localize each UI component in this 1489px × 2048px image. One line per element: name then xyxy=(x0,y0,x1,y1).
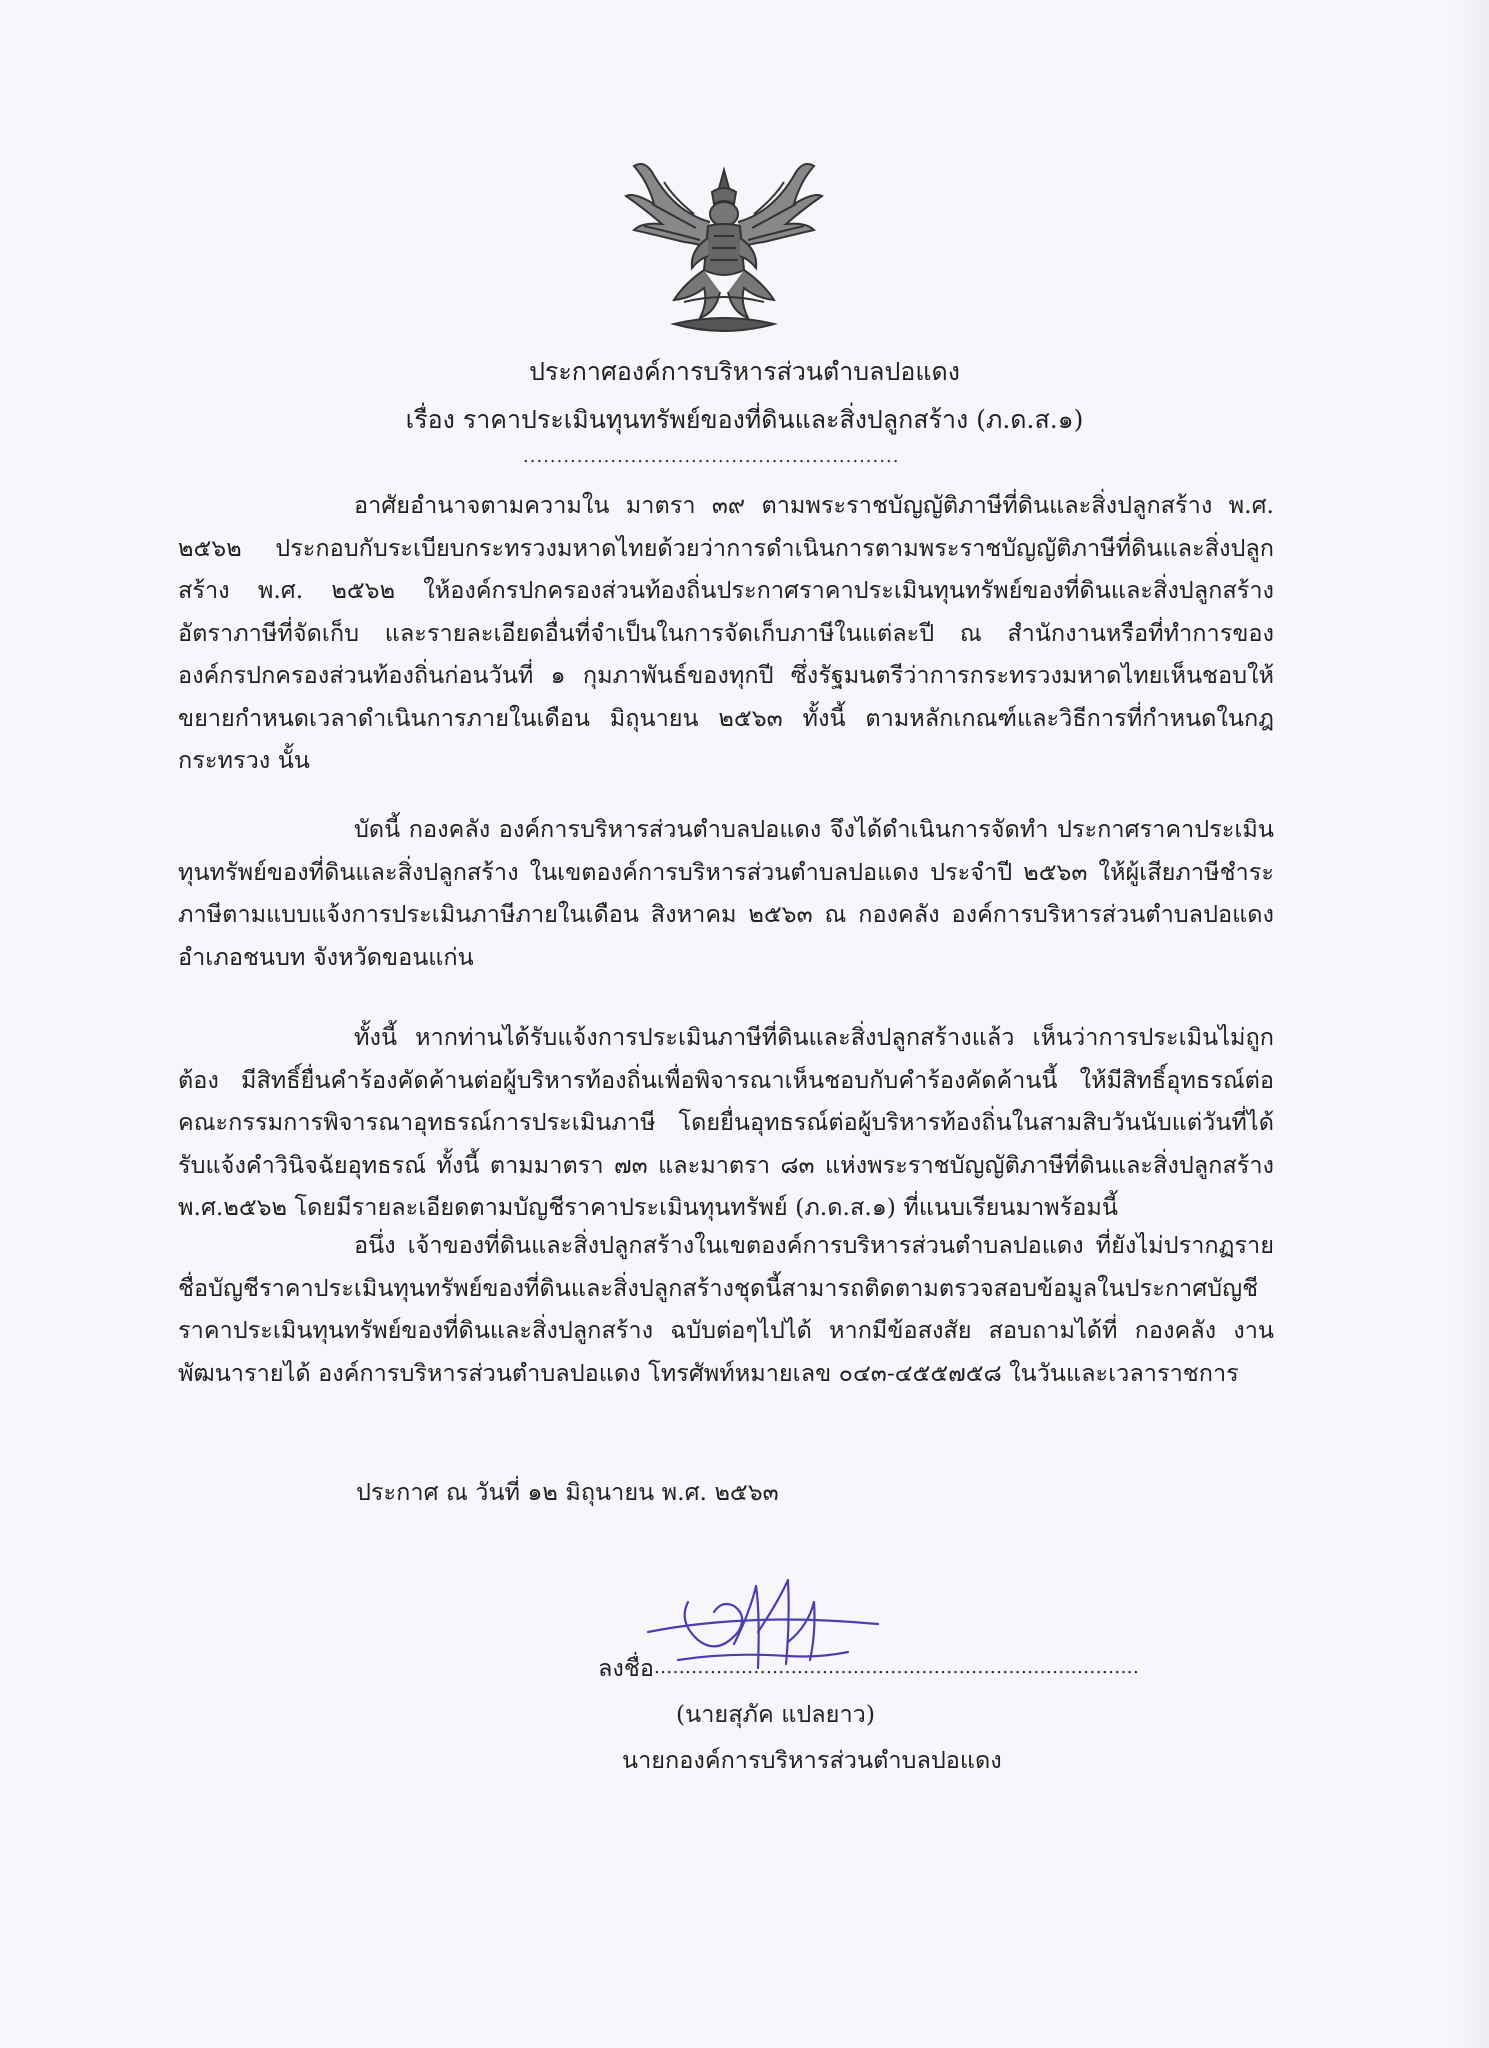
paragraph-division-action xyxy=(178,808,1274,978)
paragraph-appeal xyxy=(178,1016,1274,1229)
paragraph-text: อนึ่ง เจ้าของที่ดินและสิ่งปลูกสร้างในเขตองค์การบริหารส่วนตำบลปอแดง ที่ยังไม่ปรากฏรายชื่อบัญชีราคาประเมินทุนทรัพย์ของที่ดินและสิ่งปลูกสร้างชุดนี้สามารถติดตามตรวจสอบข้อมูลในประกาศบัญชีราคาประเมินทุนทรัพย์ของที่ดินและสิ่งปลูกสร้าง ฉบับต่อๆไปได้ หากมีข้อสงสัย สอบถามได้ที่ กองคลัง งานพัฒนารายได้ องค์การบริหารส่วนตำบลปอแดง โทรศัพท์หมายเลข ๐๔๓-๔๕๕๗๕๘ ในวันและเวลาราชการ xyxy=(178,1231,1274,1387)
paragraph-text: ทั้งนี้ หากท่านได้รับแจ้งการประเมินภาษีที่ดินและสิ่งปลูกสร้างแล้ว เห็นว่าการประเมินไม่ถูกต้อง มีสิทธิ์ยื่นคำร้องคัดค้านต่อผู้บริหารท้องถิ่นเพื่อพิจารณาเห็นชอบกับคำร้องคัดค้านนี้ ให้มีสิทธิ์อุทธรณ์ต่อคณะกรรมการพิจารณาอุทธรณ์การประเมินภาษี โดยยื่นอุทธรณ์ต่อผู้บริหารท้องถิ่นในสามสิบวันนับแต่วันที่ได้รับแจ้งคำวินิจฉัยอุทธรณ์ ทั้งนี้ ตามมาตรา ๗๓ และมาตรา ๘๓ แห่งพระราชบัญญัติภาษีที่ดินและสิ่งปลูกสร้าง พ.ศ.๒๕๖๒ โดยมีรายละเอียดตามบัญชีราคาประเมินทุนทรัพย์ (ภ.ด.ส.๑) ที่แนบเรียนมาพร้อมนี้ xyxy=(178,1023,1274,1221)
announce-date: ประกาศ ณ วันที่ ๑๒ มิถุนายน พ.ศ. ๒๕๖๓ xyxy=(356,1478,779,1506)
paper-edge-shadow xyxy=(1451,0,1489,2048)
garuda-emblem-icon xyxy=(604,152,844,342)
heading-divider: ........................................................ xyxy=(523,446,900,467)
announcement-heading: ประกาศองค์การบริหารส่วนตำบลปอแดง xyxy=(529,357,960,386)
announcement-subject: เรื่อง ราคาประเมินทุนทรัพย์ของที่ดินและสิ่งปลูกสร้าง (ภ.ด.ส.๑) xyxy=(405,405,1084,434)
signer-name: (นายสุภัค แปลยาว) xyxy=(676,1700,876,1728)
paragraph-contact xyxy=(178,1224,1274,1394)
signature-dots: .............................................................................. xyxy=(653,1657,1140,1678)
handwritten-signature-icon xyxy=(638,1572,888,1682)
paragraph-text: อาศัยอำนาจตามความใน มาตรา ๓๙ ตามพระราชบัญญัติภาษีที่ดินและสิ่งปลูกสร้าง พ.ศ. ๒๕๖๒ ประกอบกับระเบียบกระทรวงมหาดไทยด้วยว่าการดำเนินการตามพระราชบัญญัติภาษีที่ดินและสิ่งปลูกสร้าง พ.ศ. ๒๕๖๒ ให้องค์กรปกครองส่วนท้องถิ่นประกาศราคาประเมินทุนทรัพย์ของที่ดินและสิ่งปลูกสร้าง อัตราภาษีที่จัดเก็บ และรายละเอียดอื่นที่จำเป็นในการจัดเก็บภาษีในแต่ละปี ณ สำนักงานหรือที่ทำการขององค์กรปกครองส่วนท้องถิ่นก่อนวันที่ ๑ กุมภาพันธ์ของทุกปี ซึ่งรัฐมนตรีว่าการกระทรวงมหาดไทยเห็นชอบให้ขยายกำหนดเวลาดำเนินการภายในเดือน มิถุนายน ๒๕๖๓ ทั้งนี้ ตามหลักเกณฑ์และวิธีการที่กำหนดในกฎกระทรวง นั้น xyxy=(178,491,1274,774)
paragraph-text: บัดนี้ กองคลัง องค์การบริหารส่วนตำบลปอแดง จึงได้ดำเนินการจัดทำ ประกาศราคาประเมินทุนทรัพย์ของที่ดินและสิ่งปลูกสร้าง ในเขตองค์การบริหารส่วนตำบลปอแดง ประจำปี ๒๕๖๓ ให้ผู้เสียภาษีชำระภาษีตามแบบแจ้งการประเมินภาษีภายในเดือน สิงหาคม ๒๕๖๓ ณ กองคลัง องค์การบริหารส่วนตำบลปอแดง อำเภอชนบท จังหวัดขอนแก่น xyxy=(178,815,1274,971)
signer-title: นายกองค์การบริหารส่วนตำบลปอแดง xyxy=(622,1746,1002,1774)
signature-label: ลงชื่อ xyxy=(598,1654,654,1682)
paragraph-authority xyxy=(178,484,1274,782)
